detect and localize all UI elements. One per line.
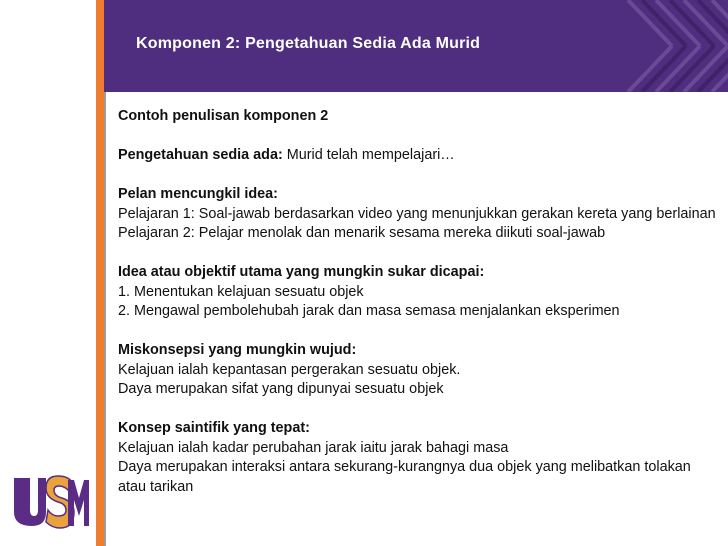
concept-2: Daya merupakan interaksi antara sekurang-kurangnya dua objek yang melibatkan tolakan atau tarikan xyxy=(118,459,691,495)
usm-logo xyxy=(12,472,90,530)
misconception-2: Daya merupakan sifat yang dipunyai sesuatu objek xyxy=(118,381,444,397)
objective-item-2: 2. Mengawal pembolehubah jarak dan masa semasa menjalankan eksperimen xyxy=(118,303,620,319)
misconceptions-heading: Miskonsepsi yang mungkin wujud: xyxy=(118,342,357,358)
concepts-heading: Konsep saintifik yang tepat: xyxy=(118,420,310,436)
prior-knowledge-label: Pengetahuan sedia ada: xyxy=(118,147,283,163)
diagonal-pattern-decoration xyxy=(618,0,728,92)
slide-title: Komponen 2: Pengetahuan Sedia Ada Murid xyxy=(136,35,481,52)
orange-accent-stripe xyxy=(96,0,104,546)
slide-content xyxy=(118,107,718,517)
prior-knowledge-line xyxy=(118,146,718,166)
title-banner xyxy=(104,0,728,92)
intro-heading: Contoh penulisan komponen 2 xyxy=(118,108,329,124)
elicit-heading: Pelan mencungkil idea: xyxy=(118,186,278,202)
objectives-heading: Idea atau objektif utama yang mungkin sukar dicapai: xyxy=(118,264,485,280)
misconception-1: Kelajuan ialah kepantasan pergerakan sesuatu objek. xyxy=(118,361,461,378)
elicit-lesson-1: Pelajaran 1: Soal-jawab berdasarkan video yang menunjukkan gerakan kereta yang berlainan xyxy=(118,205,716,222)
content-divider xyxy=(104,92,106,546)
elicit-lesson-2: Pelajaran 2: Pelajar menolak dan menarik sesama mereka diikuti soal-jawab xyxy=(118,225,606,241)
objective-item-1: 1. Menentukan kelajuan sesuatu objek xyxy=(118,283,364,300)
concept-1: Kelajuan ialah kadar perubahan jarak iaitu jarak bahagi masa xyxy=(118,439,509,456)
prior-knowledge-text: Murid telah mempelajari… xyxy=(282,147,455,163)
